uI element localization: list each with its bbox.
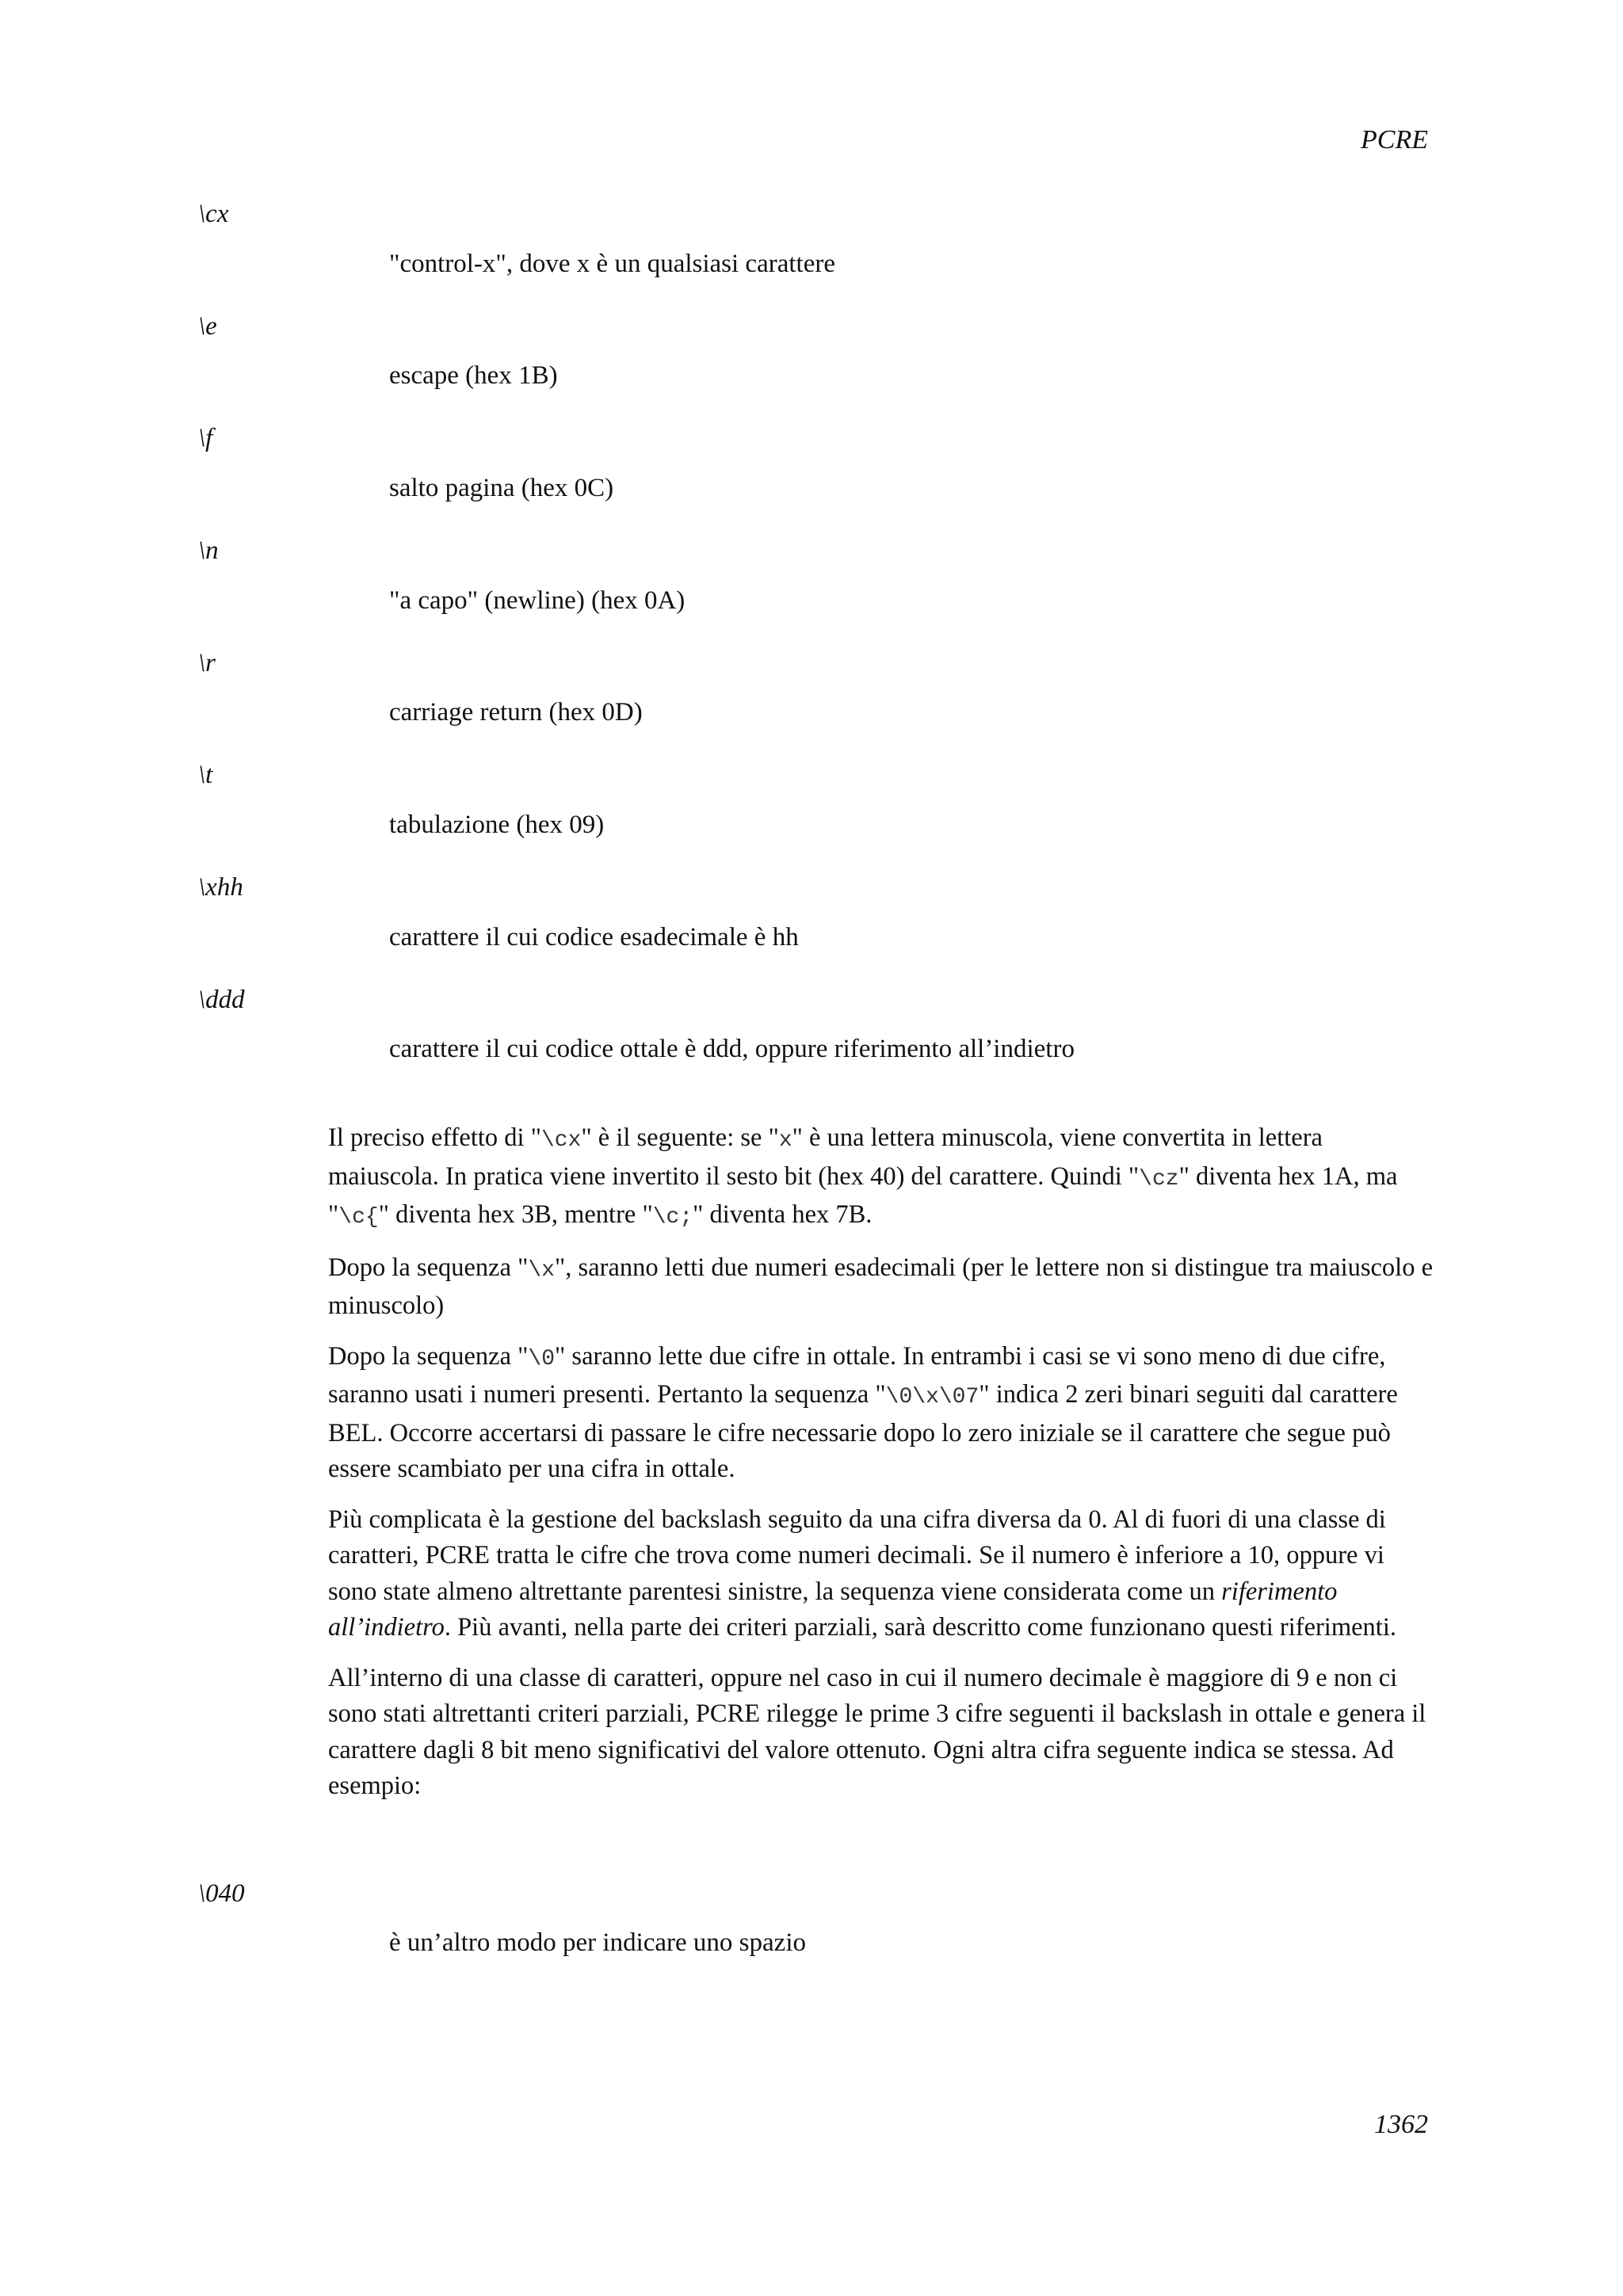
escape-term: \xhh — [198, 873, 243, 902]
escape-term: \f — [198, 424, 213, 452]
escape-definition: "a capo" (newline) (hex 0A) — [389, 586, 685, 615]
emphasized-term: riferimento all’indietro — [328, 1577, 1338, 1642]
escape-definition: tabulazione (hex 09) — [389, 810, 605, 839]
paragraph: Più complicata è la gestione del backslash seguito da una cifra diversa da 0. Al di fuori di una classe di caratteri, PCRE tratta le cifre che trova come numeri decimali. Se il numero è inferiore a 10, oppure vi sono state almeno altrettante parentesi sinistre, la sequenza viene considerata come un riferimento all’indietro. Più avanti, nella parte dei criteri parziali, sarà descritto come funzionano questi riferimenti. — [328, 1505, 1396, 1642]
inline-code: \x — [528, 1257, 556, 1283]
inline-code: \c; — [652, 1205, 693, 1230]
running-header: PCRE — [1361, 125, 1428, 154]
example-definition: è un’altro modo per indicare uno spazio — [389, 1928, 806, 1957]
escape-term: \n — [198, 536, 219, 565]
escape-definition: salto pagina (hex 0C) — [389, 474, 614, 502]
escape-term: \cx — [198, 200, 229, 228]
inline-code: \cz — [1139, 1166, 1179, 1192]
escape-definition: carattere il cui codice esadecimale è hh — [389, 923, 799, 952]
paragraph: Dopo la sequenza "\0" saranno lette due cifre in ottale. In entrambi i casi se vi sono meno di due cifre, saranno usati i numeri presenti. Pertanto la sequenza "\0\x\07" indica 2 zeri binari seguiti dal carattere BEL. Occorre accertarsi di passare le cifre necessarie dopo lo zero iniziale se il carattere che segue può essere scambiato per una cifra in ottale. — [328, 1341, 1398, 1483]
inline-code: \0 — [528, 1346, 556, 1371]
escape-term: \ddd — [198, 986, 245, 1014]
paragraph: All’interno di una classe di caratteri, oppure nel caso in cui il numero decimale è maggiore di 9 e non ci sono stati altrettanti criteri parziali, PCRE rilegge le prime 3 cifre seguenti il backslash in ottale e genera il carattere dagli 8 bit meno significativi del valore ottenuto. Ogni altra cifra seguente indica se stessa. Ad esempio: — [328, 1663, 1426, 1800]
escape-definition: escape (hex 1B) — [389, 361, 558, 390]
page-number: 1362 — [1374, 2110, 1428, 2139]
example-term: \040 — [198, 1879, 245, 1908]
body-text — [328, 1120, 1438, 1819]
escape-term: \r — [198, 649, 216, 677]
paragraph: Dopo la sequenza "\x", saranno letti due numeri esadecimali (per le lettere non si distingue tra maiuscolo e minuscolo) — [328, 1253, 1433, 1320]
inline-code: \cx — [540, 1128, 582, 1153]
escape-term: \e — [198, 312, 217, 341]
inline-code: \c{ — [338, 1205, 379, 1230]
inline-code: \0\x\07 — [885, 1385, 980, 1409]
escape-definition: carriage return (hex 0D) — [389, 698, 643, 727]
escape-definition: carattere il cui codice ottale è ddd, oppure riferimento all’indietro — [389, 1035, 1075, 1063]
inline-code: x — [778, 1128, 792, 1153]
escape-definition: "control-x", dove x è un qualsiasi carattere — [389, 250, 835, 278]
escape-term: \t — [198, 761, 213, 789]
paragraph: Il preciso effetto di "\cx" è il seguente: se "x" è una lettera minuscola, viene convertita in lettera maiuscola. In pratica viene invertito il sesto bit (hex 40) del carattere. Quindi "\cz" diventa hex 1A, ma "\c{" diventa hex 3B, mentre "\c;" diventa hex 7B. — [328, 1123, 1398, 1230]
